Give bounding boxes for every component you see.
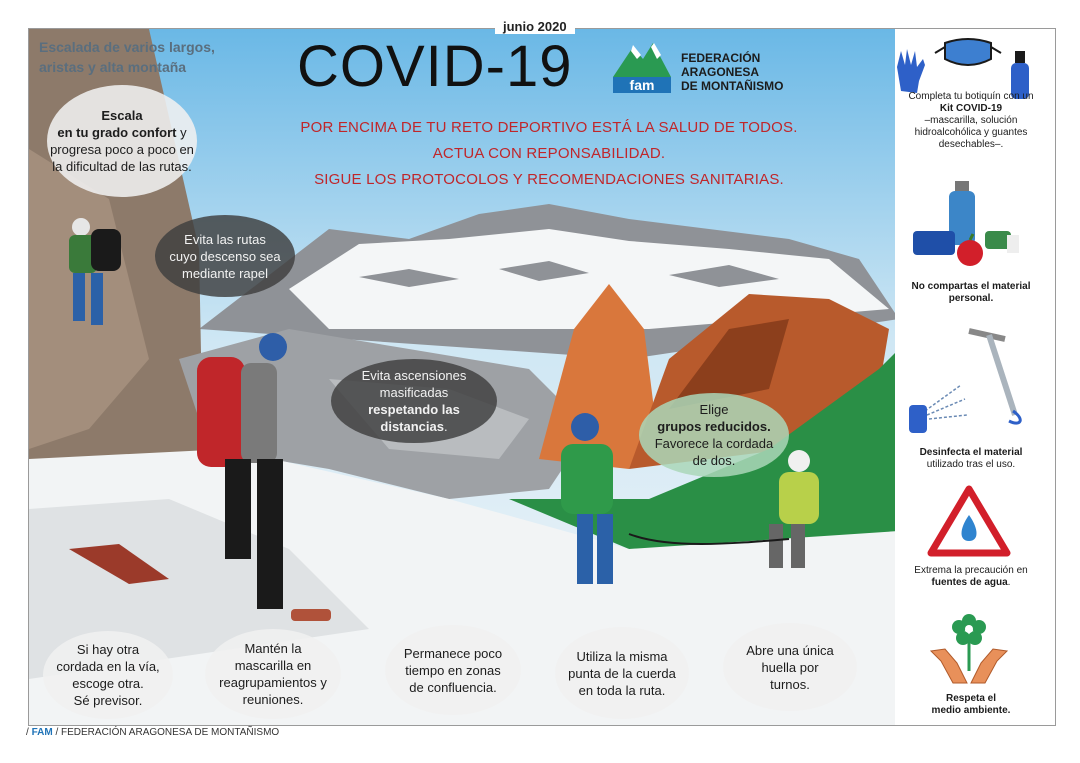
- fam-logo-icon: [611, 37, 673, 95]
- page-title: COVID-19: [297, 34, 573, 99]
- bubble-text: Si hay otra cordada en la vía, escoge otra.: [56, 642, 160, 691]
- bubble-text: Evita las rutas cuyo descenso sea mediante rapel: [169, 231, 281, 281]
- side-text: .: [1007, 577, 1011, 588]
- bubble-otra-cordada: [43, 631, 173, 719]
- bubble-text: Favorece la cordada de dos.: [654, 436, 774, 468]
- side-text-bold: Respeta el medio ambiente.: [931, 693, 1011, 716]
- bubble-text: Mantén la mascarilla en reagrupamientos y reuniones.: [219, 641, 327, 707]
- bubble-confluencia: [385, 625, 521, 715]
- kit-covid-text: [901, 91, 1041, 151]
- side-text: –mascarilla, solución hidroalcohólica y guantes desechables–.: [914, 115, 1028, 150]
- bubble-text: Evita ascensiones masificadas: [361, 368, 467, 400]
- bubble-rapel: [155, 215, 295, 297]
- side-text-bold: Desinfecta el material: [919, 447, 1023, 458]
- main-messages: [219, 115, 879, 193]
- side-text: Completa tu botiquín con un: [908, 91, 1034, 102]
- medio-ambiente-text: [901, 693, 1041, 717]
- bubble-punta-cuerda: [555, 627, 689, 719]
- activity-subtitle: Escalada de varios largos, aristas y alta montaña: [39, 39, 215, 75]
- side-text: utilizado tras el uso.: [926, 459, 1016, 470]
- bubble-text: Elige: [699, 402, 729, 417]
- footer-org: / FEDERACIÓN ARAGONESA DE MONTAÑISMO: [55, 727, 280, 738]
- side-text-bold: fuentes de agua: [931, 577, 1008, 588]
- material-personal-text: [901, 281, 1041, 305]
- flower-hands-icon: [927, 601, 1011, 691]
- footer-fam: FAM: [31, 727, 53, 738]
- bubble-grado-confort: [47, 85, 197, 197]
- footer: [26, 727, 279, 738]
- message-line: SIGUE LOS PROTOCOLOS Y RECOMENDACIONES SANITARIAS.: [314, 171, 784, 188]
- book-icon: [909, 225, 959, 261]
- message-line: POR ENCIMA DE TU RETO DEPORTIVO ESTÁ LA SALUD DE TODOS.: [300, 119, 798, 136]
- bubble-grupos-reducidos: [639, 393, 789, 477]
- desinfecta-text: [901, 447, 1041, 471]
- gloves-icon: [891, 41, 939, 97]
- bubble-text: .: [443, 419, 448, 434]
- ice-axe-icon: [905, 323, 1035, 433]
- side-text-bold: No compartas el material personal.: [911, 281, 1031, 304]
- date-label: junio 2020: [495, 19, 575, 34]
- warning-drop-icon: [927, 485, 1011, 557]
- bubble-text-bold: respetando las distancias: [368, 402, 460, 434]
- org-name: FEDERACIÓN ARAGONESA DE MONTAÑISMO: [681, 51, 784, 93]
- bubble-text-bold: en tu grado confort: [57, 125, 177, 140]
- bubble-mascarilla: [205, 629, 341, 719]
- bubble-text: Escala: [101, 108, 143, 123]
- bubble-text: Abre una única huella por turnos.: [746, 642, 834, 692]
- mask-icon: [933, 35, 1003, 71]
- poster: [28, 28, 1056, 726]
- phone-icon: [981, 225, 1021, 257]
- bubble-unica-huella: [723, 623, 857, 711]
- side-text-bold: Kit COVID-19: [939, 103, 1003, 114]
- bubble-text: Sé previsor.: [73, 693, 143, 708]
- message-line: ACTUA CON REPONSABILIDAD.: [432, 145, 666, 162]
- bubble-masificadas: [331, 359, 497, 443]
- logo-text: fam: [629, 77, 655, 93]
- bubble-text: y progresa poco a poco en la dificultad de las rutas.: [50, 125, 194, 174]
- fuentes-agua-text: [901, 565, 1041, 589]
- bubble-text: Permanece poco tiempo en zonas de confluencia.: [403, 645, 503, 695]
- footer-separator: /: [26, 727, 29, 738]
- bubble-text-bold: grupos reducidos.: [657, 419, 771, 434]
- bubble-text: Utiliza la misma punta de la cuerda en toda la ruta.: [568, 648, 676, 698]
- side-text: Extrema la precaución en: [914, 565, 1028, 576]
